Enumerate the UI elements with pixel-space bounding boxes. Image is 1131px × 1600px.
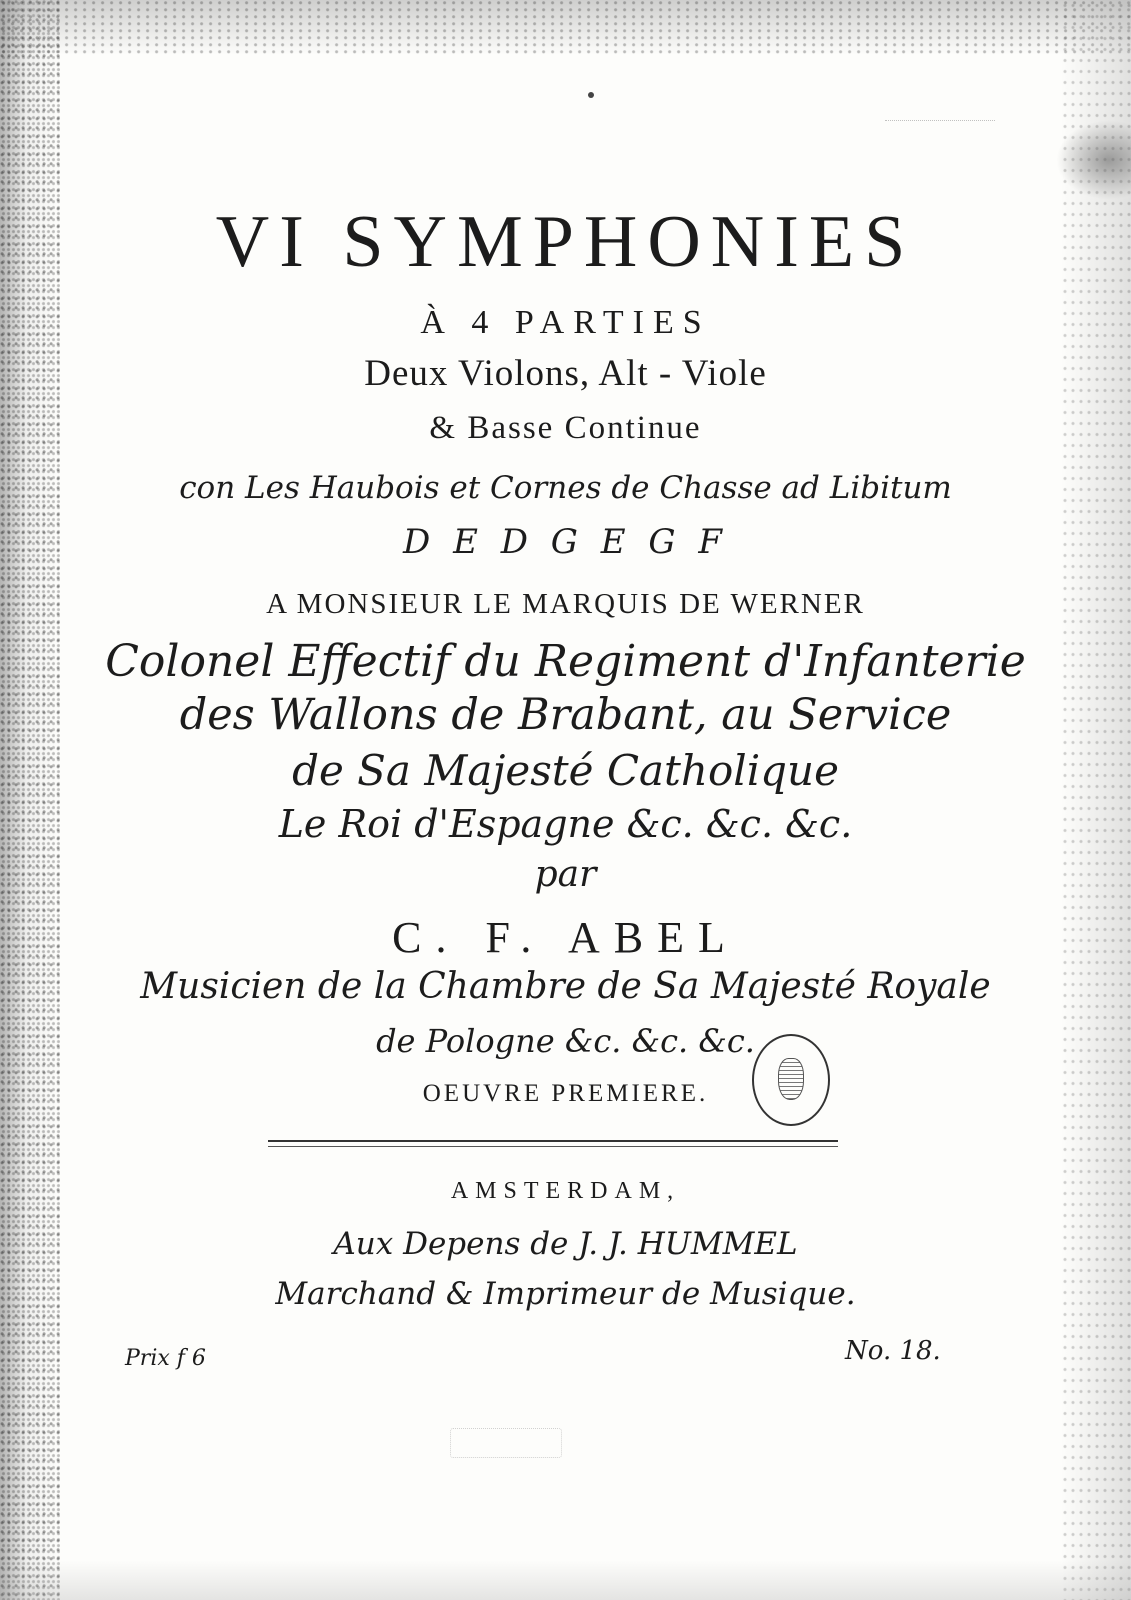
catalog-stamp	[450, 1428, 562, 1458]
paper-stain	[1056, 120, 1131, 200]
dedication-line-3: des Wallons de Brabant, au Service	[179, 690, 952, 740]
dedication-heading: A MONSIEUR LE MARQUIS DE WERNER	[266, 588, 865, 620]
price-label: Prix f 6	[125, 1346, 206, 1371]
stamp-emblem-icon	[778, 1058, 804, 1100]
divider-rule	[268, 1140, 838, 1147]
scan-edge-bottom	[0, 1560, 1131, 1600]
par-line: par	[534, 854, 597, 895]
dedication-line-4: de Sa Majesté Catholique	[292, 746, 839, 795]
publisher-city: AMSTERDAM,	[450, 1178, 681, 1204]
composer-name: C. F. ABEL	[392, 913, 739, 962]
instruments-line: Deux Violons, Alt - Viole	[364, 353, 767, 394]
publisher-line-1: Aux Depens de J. J. HUMMEL	[333, 1226, 798, 1262]
subtitle-parts: À 4 PARTIES	[420, 304, 711, 341]
scan-edge-top	[0, 0, 1131, 55]
winds-line: con Les Haubois et Cornes de Chasse ad Libitum	[179, 470, 952, 506]
composer-title-2: de Pologne &c. &c. &c.	[376, 1022, 755, 1060]
library-stamp	[752, 1034, 830, 1126]
page-title: VI SYMPHONIES	[215, 201, 916, 283]
dedication-line-5: Le Roi d'Espagne &c. &c. &c.	[278, 802, 853, 846]
ink-dot	[588, 92, 594, 98]
dedication-line-2: Colonel Effectif du Regiment d'Infanterie	[105, 636, 1026, 687]
pencil-annotation	[885, 98, 995, 121]
publisher-line-2: Marchand & Imprimeur de Musique.	[275, 1276, 856, 1312]
keys-line: D E D G E G F	[403, 522, 728, 562]
plate-number: No. 18.	[845, 1336, 941, 1366]
continuo-line: & Basse Continue	[429, 410, 702, 446]
composer-title-1: Musicien de la Chambre de Sa Majesté Royale	[140, 966, 991, 1007]
opus-line: OEUVRE PREMIERE.	[422, 1080, 709, 1107]
